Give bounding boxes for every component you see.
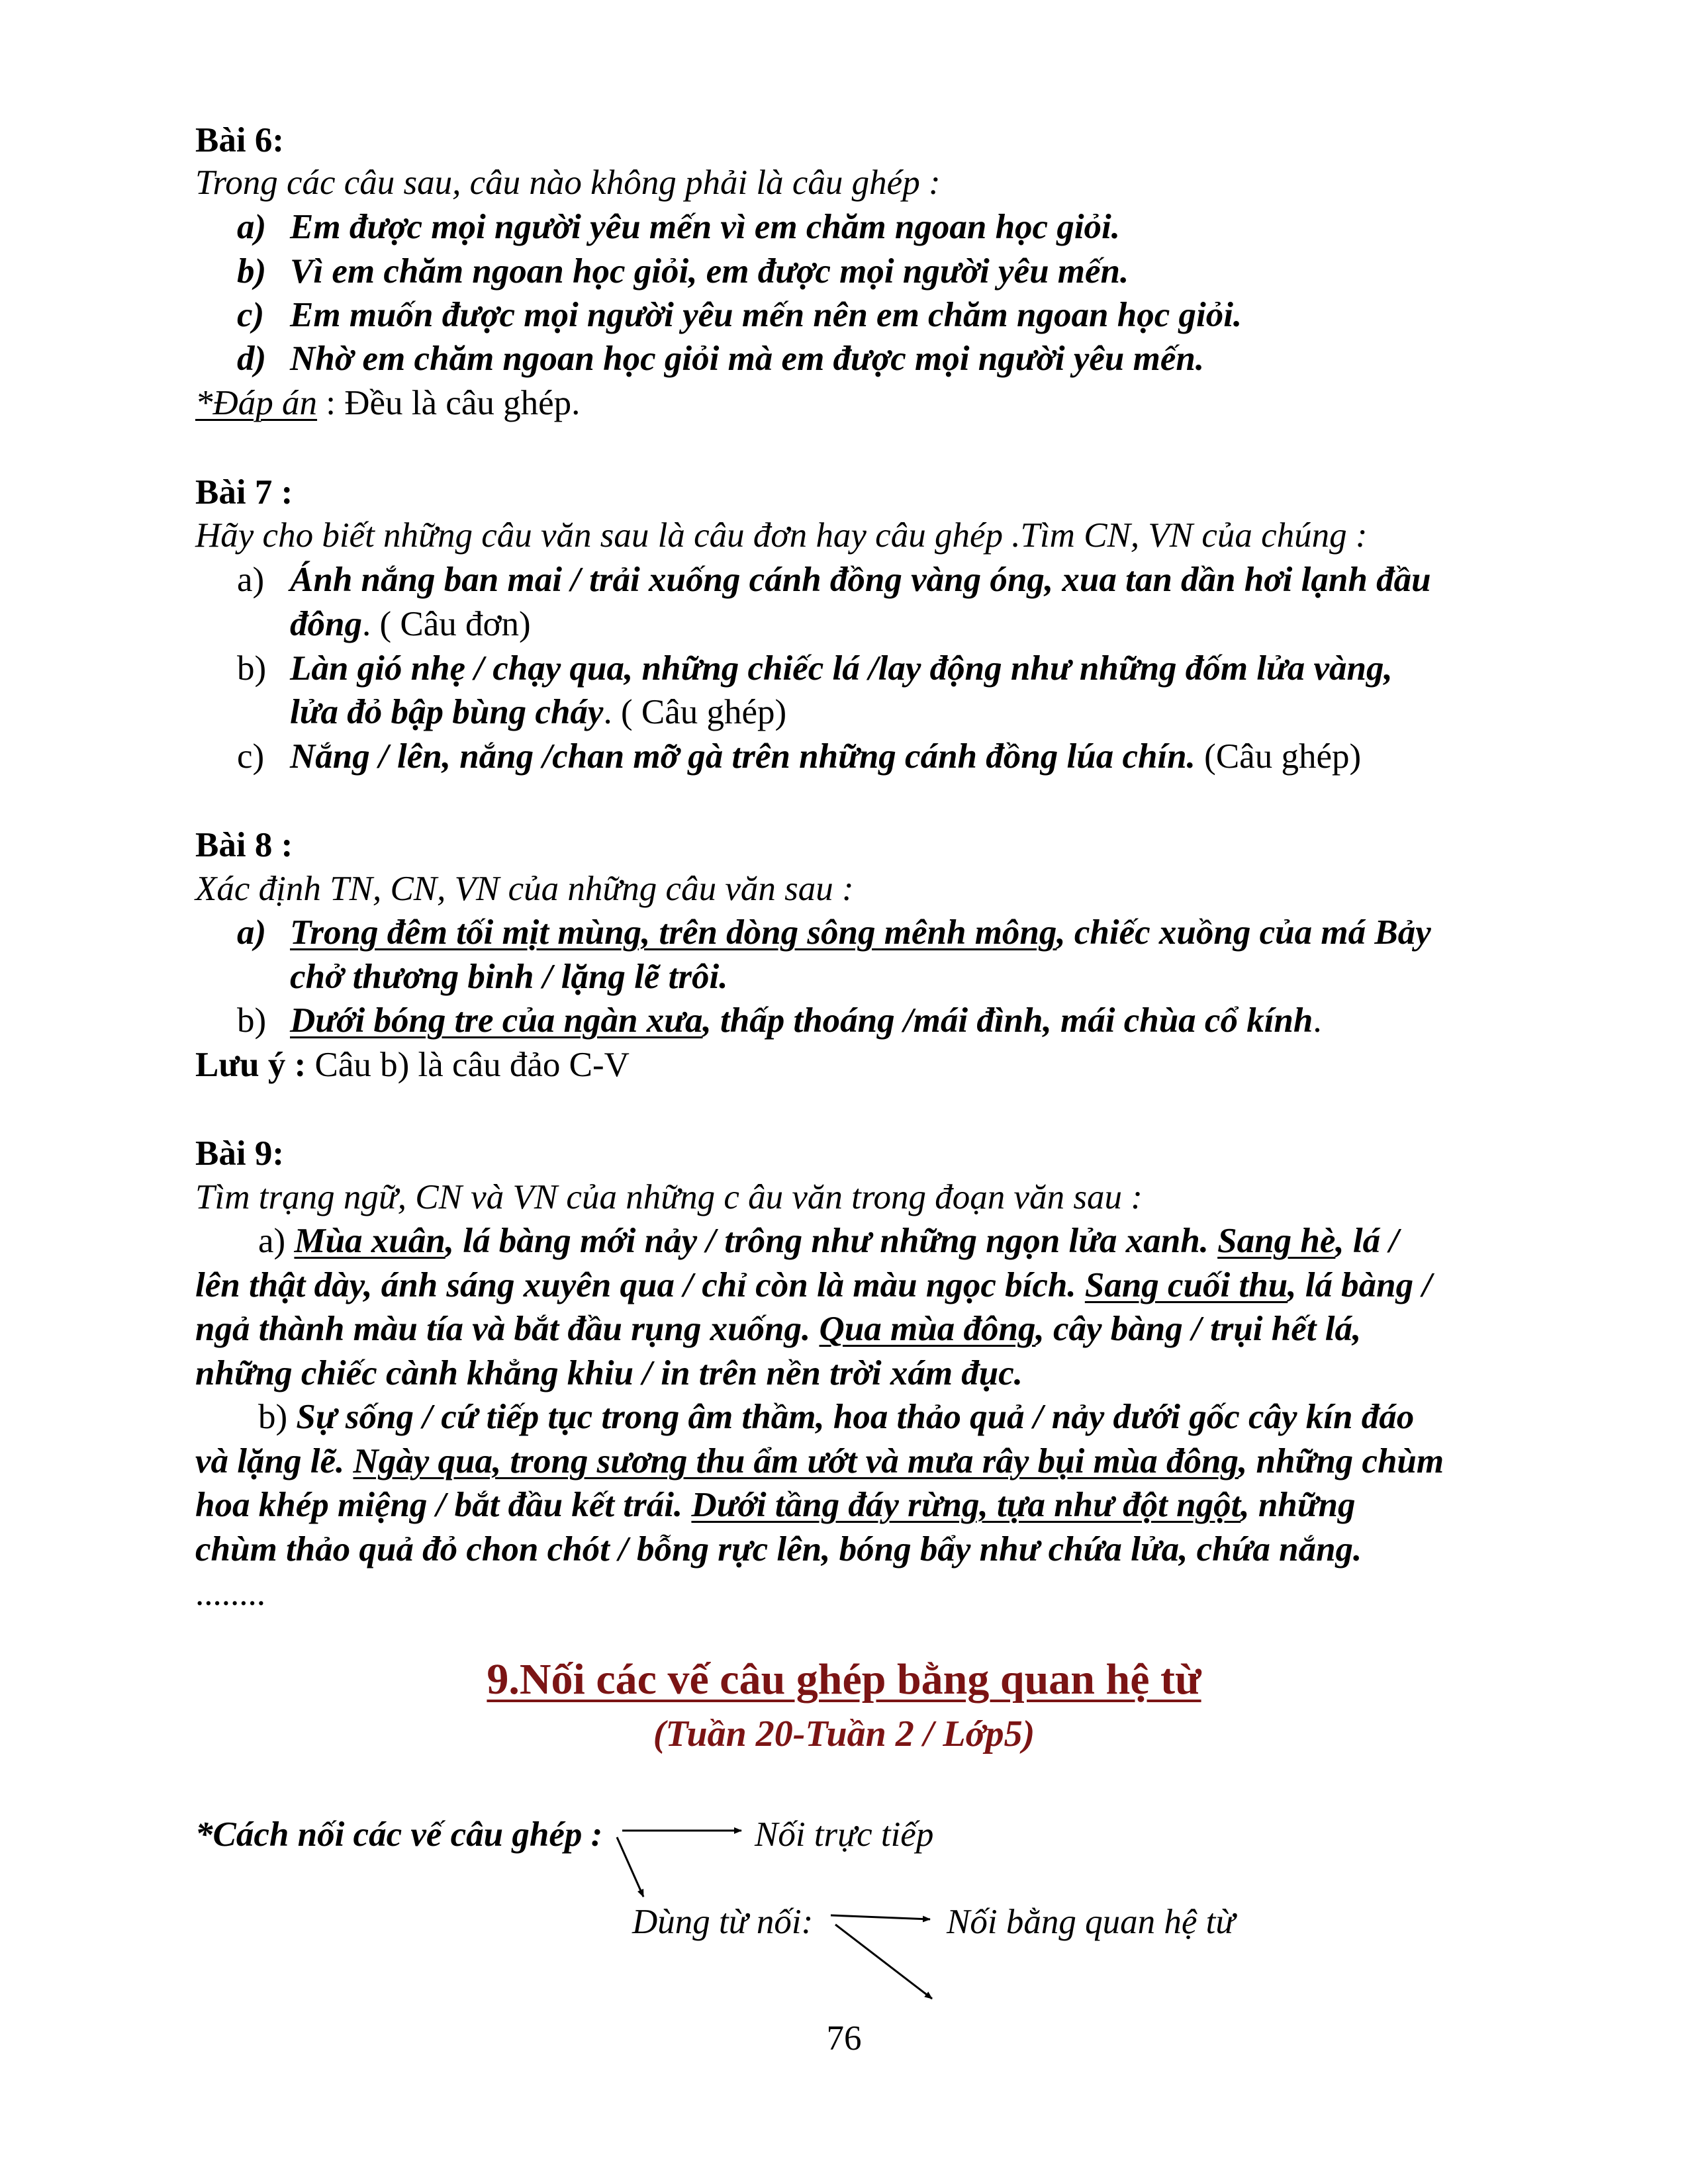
bai9-para-b-line1: b) Sự sống / cứ tiếp tục trong âm thầm, hoa thảo quả / nảy dưới gốc cây kín đáo [258, 1398, 1415, 1436]
bai9-prompt: Tìm trạng ngữ, CN và VN của những c âu văn trong đoạn văn sau : [195, 1178, 1143, 1216]
page-number: 76 [826, 2019, 862, 2058]
bai8-note: Lưu ý : Câu b) là câu đảo C-V [195, 1046, 630, 1084]
diagram-direct-label: Nối trực tiếp [755, 1815, 934, 1854]
bai6-option-b: b) Vì em chăm ngoan học giỏi, em được mọi người yêu mến. [237, 252, 1129, 291]
diagram-root-label: *Cách nối các vế câu ghép : [195, 1815, 603, 1854]
bai8-heading: Bài 8 : [195, 826, 293, 864]
section-subtitle: (Tuần 20-Tuần 2 / Lớp5) [653, 1713, 1035, 1754]
bai6-heading: Bài 6: [195, 121, 284, 159]
bai9-para-b-line3: hoa khép miệng / bắt đầu kết trái. Dưới tầng đáy rừng, tựa như đột ngột, những [195, 1486, 1356, 1524]
bai8-item-a-line1: a) Trong đêm tối mịt mùng, trên dòng sông mênh mông, chiếc xuồng của má Bảy [237, 913, 1431, 952]
bai9-para-a-line4: những chiếc cành khẳng khiu / in trên nền trời xám đục. [195, 1354, 1023, 1392]
arrow-to-connector [617, 1837, 643, 1897]
arrow-to-unlabeled [835, 1925, 932, 1999]
bai6-option-d: d) Nhờ em chăm ngoan học giỏi mà em được mọi người yêu mến. [237, 340, 1205, 378]
bai9-para-b-line4: chùm thảo quả đỏ chon chót / bỗng rực lên, bóng bẩy như chứa lửa, chứa nắng. [195, 1530, 1362, 1569]
diagram-relword-label: Nối bằng quan hệ từ [947, 1903, 1235, 1941]
bai8-prompt: Xác định TN, CN, VN của những câu văn sau : [195, 870, 854, 908]
bai6-option-c: c) Em muốn được mọi người yêu mến nên em chăm ngoan học giỏi. [237, 296, 1243, 334]
diagram-connector-label: Dùng từ nối: [632, 1903, 814, 1941]
bai7-item-b-line2: lửa đỏ bập bùng cháy. ( Câu ghép) [290, 693, 787, 731]
bai9-heading: Bài 9: [195, 1134, 284, 1173]
bai9-para-a-line3: ngả thành màu tía và bắt đầu rụng xuống. Qua mùa đông, cây bàng / trụi hết lá, [195, 1310, 1362, 1348]
bai7-heading: Bài 7 : [195, 473, 293, 512]
section-title: 9.Nối các vế câu ghép bằng quan hệ từ [487, 1655, 1201, 1704]
bai7-item-b-line1: b) Làn gió nhẹ / chạy qua, những chiếc lá /lay động như những đốm lửa vàng, [237, 649, 1393, 688]
bai9-para-a-line1: a) Mùa xuân, lá bàng mới nảy / trông như những ngọn lửa xanh. Sang hè, lá / [258, 1222, 1399, 1260]
bai7-prompt: Hãy cho biết những câu văn sau là câu đơn hay câu ghép .Tìm CN, VN của chúng : [195, 516, 1368, 555]
bai6-answer: *Đáp án : Đều là câu ghép. [195, 384, 581, 422]
bai9-para-a-line2: lên thật dày, ánh sáng xuyên qua / chỉ còn là màu ngọc bích. Sang cuối thu, lá bàng / [195, 1266, 1432, 1304]
bai6-option-a: a) Em được mọi người yêu mến vì em chăm ngoan học giỏi. [237, 208, 1121, 246]
bai8-item-b: b) Dưới bóng tre của ngàn xưa, thấp thoáng /mái đình, mái chùa cổ kính. [237, 1001, 1322, 1040]
bai7-item-a-line1: a) Ánh nắng ban mai / trải xuống cánh đồng vàng óng, xua tan dần hơi lạnh đầu [237, 561, 1431, 599]
bai8-item-a-line2: chở thương binh / lặng lẽ trôi. [290, 958, 728, 996]
bai9-para-b-line2: và lặng lẽ. Ngày qua, trong sương thu ẩm ướt và mưa rây bụi mùa đông, những chùm [195, 1442, 1444, 1480]
bai6-prompt: Trong các câu sau, câu nào không phải là câu ghép : [195, 163, 941, 202]
arrow-to-relword [831, 1915, 930, 1919]
bai7-item-a-line2: đông. ( Câu đơn) [290, 605, 531, 643]
bai7-item-c: c) Nắng / lên, nắng /chan mỡ gà trên những cánh đồng lúa chín. (Câu ghép) [237, 737, 1362, 776]
bai9-ellipsis: ........ [195, 1574, 265, 1613]
